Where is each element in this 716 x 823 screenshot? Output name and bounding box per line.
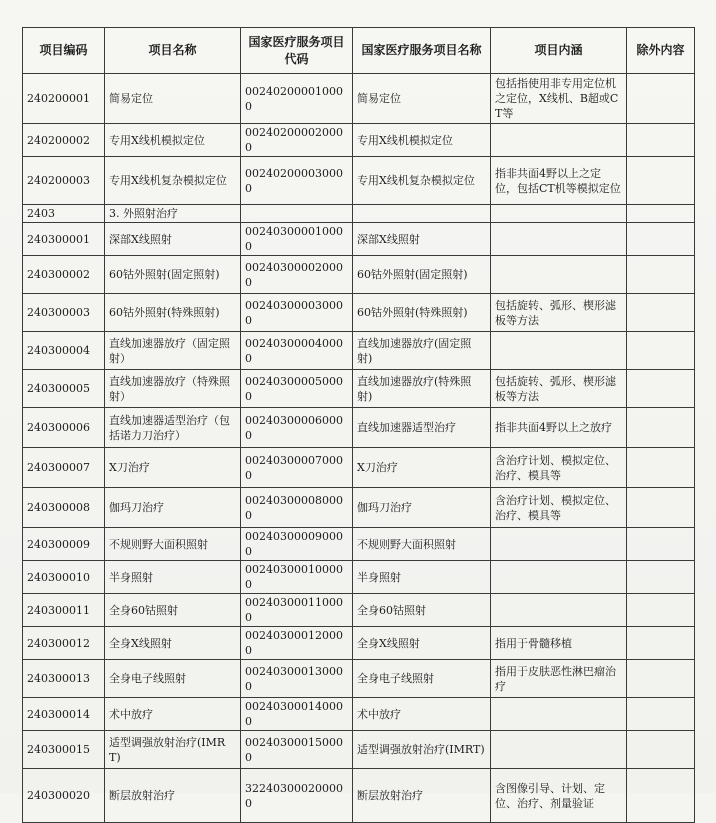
item-content-cell: 指非共面4野以上之放疗 (491, 408, 627, 448)
item-code-cell: 240300015 (23, 731, 105, 769)
item-name-cell: 全身X线照射 (105, 627, 241, 660)
item-name-cell: 伽玛刀治疗 (105, 488, 241, 528)
table-row (23, 448, 695, 488)
exclusion-cell (627, 332, 695, 370)
item-name-cell: 半身照射 (105, 561, 241, 594)
item-content-cell (491, 698, 627, 731)
table-row (23, 74, 695, 124)
item-code-cell: 240300020 (23, 769, 105, 823)
national-code-cell: 002403000130000 (241, 660, 353, 698)
table-row (23, 698, 695, 731)
national-code-cell: 002403000120000 (241, 627, 353, 660)
item-content-cell (491, 731, 627, 769)
national-code-cell (241, 205, 353, 223)
item-code-cell: 240300014 (23, 698, 105, 731)
table-row (23, 294, 695, 332)
item-code-cell: 240300009 (23, 528, 105, 561)
header-item-content: 项目内涵 (491, 28, 627, 74)
national-code-cell: 002403000060000 (241, 408, 353, 448)
item-content-cell: 指用于皮肤恶性淋巴瘤治疗 (491, 660, 627, 698)
item-content-cell: 含图像引导、计划、定位、治疗、剂量验证 (491, 769, 627, 823)
national-code-cell: 002403000140000 (241, 698, 353, 731)
item-name-cell: X刀治疗 (105, 448, 241, 488)
item-content-cell: 指非共面4野以上之定位，包括CT机等模拟定位 (491, 157, 627, 205)
header-item-code: 项目编码 (23, 28, 105, 74)
national-code-cell: 002403000020000 (241, 256, 353, 294)
item-name-cell: 断层放射治疗 (105, 769, 241, 823)
national-name-cell: 直线加速器适型治疗 (353, 408, 491, 448)
national-code-cell: 002402000010000 (241, 74, 353, 124)
item-name-cell: 简易定位 (105, 74, 241, 124)
item-name-cell: 3. 外照射治疗 (105, 205, 241, 223)
exclusion-cell (627, 698, 695, 731)
national-code-cell: 002403000080000 (241, 488, 353, 528)
national-code-cell: 002403000050000 (241, 370, 353, 408)
item-name-cell: 术中放疗 (105, 698, 241, 731)
national-code-cell: 002402000020000 (241, 124, 353, 157)
item-code-cell: 240300005 (23, 370, 105, 408)
item-name-cell: 深部X线照射 (105, 223, 241, 256)
exclusion-cell (627, 124, 695, 157)
item-code-cell: 240300012 (23, 627, 105, 660)
exclusion-cell (627, 294, 695, 332)
item-code-cell: 240300002 (23, 256, 105, 294)
item-name-cell: 专用X线机复杂模拟定位 (105, 157, 241, 205)
national-name-cell: 深部X线照射 (353, 223, 491, 256)
national-name-cell: 60钴外照射(固定照射) (353, 256, 491, 294)
table-row (23, 594, 695, 627)
national-code-cell: 002403000030000 (241, 294, 353, 332)
national-name-cell: 简易定位 (353, 74, 491, 124)
item-name-cell: 不规则野大面积照射 (105, 528, 241, 561)
table-row (23, 205, 695, 223)
item-name-cell: 60钴外照射(特殊照射) (105, 294, 241, 332)
item-content-cell (491, 256, 627, 294)
table-row (23, 561, 695, 594)
national-code-cell: 002403000040000 (241, 332, 353, 370)
table-row (23, 332, 695, 370)
item-content-cell: 指用于骨髓移植 (491, 627, 627, 660)
national-name-cell (353, 205, 491, 223)
exclusion-cell (627, 488, 695, 528)
item-name-cell: 适型调强放射治疗(IMRT) (105, 731, 241, 769)
item-name-cell: 全身60钴照射 (105, 594, 241, 627)
header-national-name: 国家医疗服务项目名称 (353, 28, 491, 74)
national-name-cell: 全身电子线照射 (353, 660, 491, 698)
item-content-cell (491, 124, 627, 157)
item-content-cell (491, 332, 627, 370)
item-content-cell (491, 594, 627, 627)
table-row (23, 370, 695, 408)
item-content-cell: 包括指使用非专用定位机之定位，X线机、B超或CT等 (491, 74, 627, 124)
item-content-cell: 含治疗计划、模拟定位、治疗、模具等 (491, 488, 627, 528)
item-name-cell: 全身电子线照射 (105, 660, 241, 698)
exclusion-cell (627, 769, 695, 823)
item-code-cell: 240300013 (23, 660, 105, 698)
item-content-cell: 包括旋转、弧形、楔形滤板等方法 (491, 294, 627, 332)
exclusion-cell (627, 74, 695, 124)
table-body (23, 74, 695, 823)
item-name-cell: 直线加速器适型治疗（包括诺力刀治疗） (105, 408, 241, 448)
national-name-cell: 适型调强放射治疗(IMRT) (353, 731, 491, 769)
exclusion-cell (627, 660, 695, 698)
table-row (23, 157, 695, 205)
table-row (23, 124, 695, 157)
item-code-cell: 240300011 (23, 594, 105, 627)
national-code-cell: 002402000030000 (241, 157, 353, 205)
national-code-cell: 002403000070000 (241, 448, 353, 488)
item-name-cell: 60钴外照射(固定照射) (105, 256, 241, 294)
header-exclusions: 除外内容 (627, 28, 695, 74)
table-row (23, 731, 695, 769)
table-row (23, 528, 695, 561)
exclusion-cell (627, 256, 695, 294)
exclusion-cell (627, 157, 695, 205)
exclusion-cell (627, 205, 695, 223)
item-code-cell: 2403 (23, 205, 105, 223)
national-code-cell: 322403000200000 (241, 769, 353, 823)
item-code-cell: 240300003 (23, 294, 105, 332)
item-code-cell: 240200001 (23, 74, 105, 124)
item-code-cell: 240300006 (23, 408, 105, 448)
item-content-cell: 含治疗计划、模拟定位、治疗、模具等 (491, 448, 627, 488)
national-name-cell: 断层放射治疗 (353, 769, 491, 823)
exclusion-cell (627, 223, 695, 256)
exclusion-cell (627, 627, 695, 660)
table-row (23, 223, 695, 256)
exclusion-cell (627, 528, 695, 561)
national-name-cell: 半身照射 (353, 561, 491, 594)
exclusion-cell (627, 594, 695, 627)
national-name-cell: 专用X线机模拟定位 (353, 124, 491, 157)
item-code-cell: 240300001 (23, 223, 105, 256)
table-row (23, 488, 695, 528)
item-code-cell: 240200002 (23, 124, 105, 157)
national-name-cell: 60钴外照射(特殊照射) (353, 294, 491, 332)
fee-table (22, 27, 695, 823)
national-name-cell: 不规则野大面积照射 (353, 528, 491, 561)
item-code-cell: 240300010 (23, 561, 105, 594)
national-name-cell: 直线加速器放疗(固定照射) (353, 332, 491, 370)
national-code-cell: 002403000100000 (241, 561, 353, 594)
item-code-cell: 240300004 (23, 332, 105, 370)
table-row (23, 627, 695, 660)
national-code-cell: 002403000150000 (241, 731, 353, 769)
exclusion-cell (627, 448, 695, 488)
item-content-cell (491, 561, 627, 594)
exclusion-cell (627, 731, 695, 769)
header-item-name: 项目名称 (105, 28, 241, 74)
national-name-cell: 专用X线机复杂模拟定位 (353, 157, 491, 205)
national-code-cell: 002403000090000 (241, 528, 353, 561)
item-code-cell: 240300007 (23, 448, 105, 488)
table-header-row (23, 28, 695, 74)
item-name-cell: 专用X线机模拟定位 (105, 124, 241, 157)
item-code-cell: 240200003 (23, 157, 105, 205)
exclusion-cell (627, 561, 695, 594)
table-row (23, 660, 695, 698)
item-content-cell (491, 223, 627, 256)
item-name-cell: 直线加速器放疗（特殊照射） (105, 370, 241, 408)
exclusion-cell (627, 370, 695, 408)
national-name-cell: 全身X线照射 (353, 627, 491, 660)
national-name-cell: X刀治疗 (353, 448, 491, 488)
item-name-cell: 直线加速器放疗（固定照射） (105, 332, 241, 370)
item-code-cell: 240300008 (23, 488, 105, 528)
national-name-cell: 全身60钴照射 (353, 594, 491, 627)
table-row (23, 769, 695, 823)
item-content-cell: 包括旋转、弧形、楔形滤板等方法 (491, 370, 627, 408)
exclusion-cell (627, 408, 695, 448)
table-row (23, 408, 695, 448)
item-content-cell (491, 528, 627, 561)
table-row (23, 256, 695, 294)
national-name-cell: 直线加速器放疗(特殊照射) (353, 370, 491, 408)
item-content-cell (491, 205, 627, 223)
national-code-cell: 002403000110000 (241, 594, 353, 627)
national-name-cell: 伽玛刀治疗 (353, 488, 491, 528)
national-name-cell: 术中放疗 (353, 698, 491, 731)
national-code-cell: 002403000010000 (241, 223, 353, 256)
header-national-code: 国家医疗服务项目代码 (241, 28, 353, 74)
